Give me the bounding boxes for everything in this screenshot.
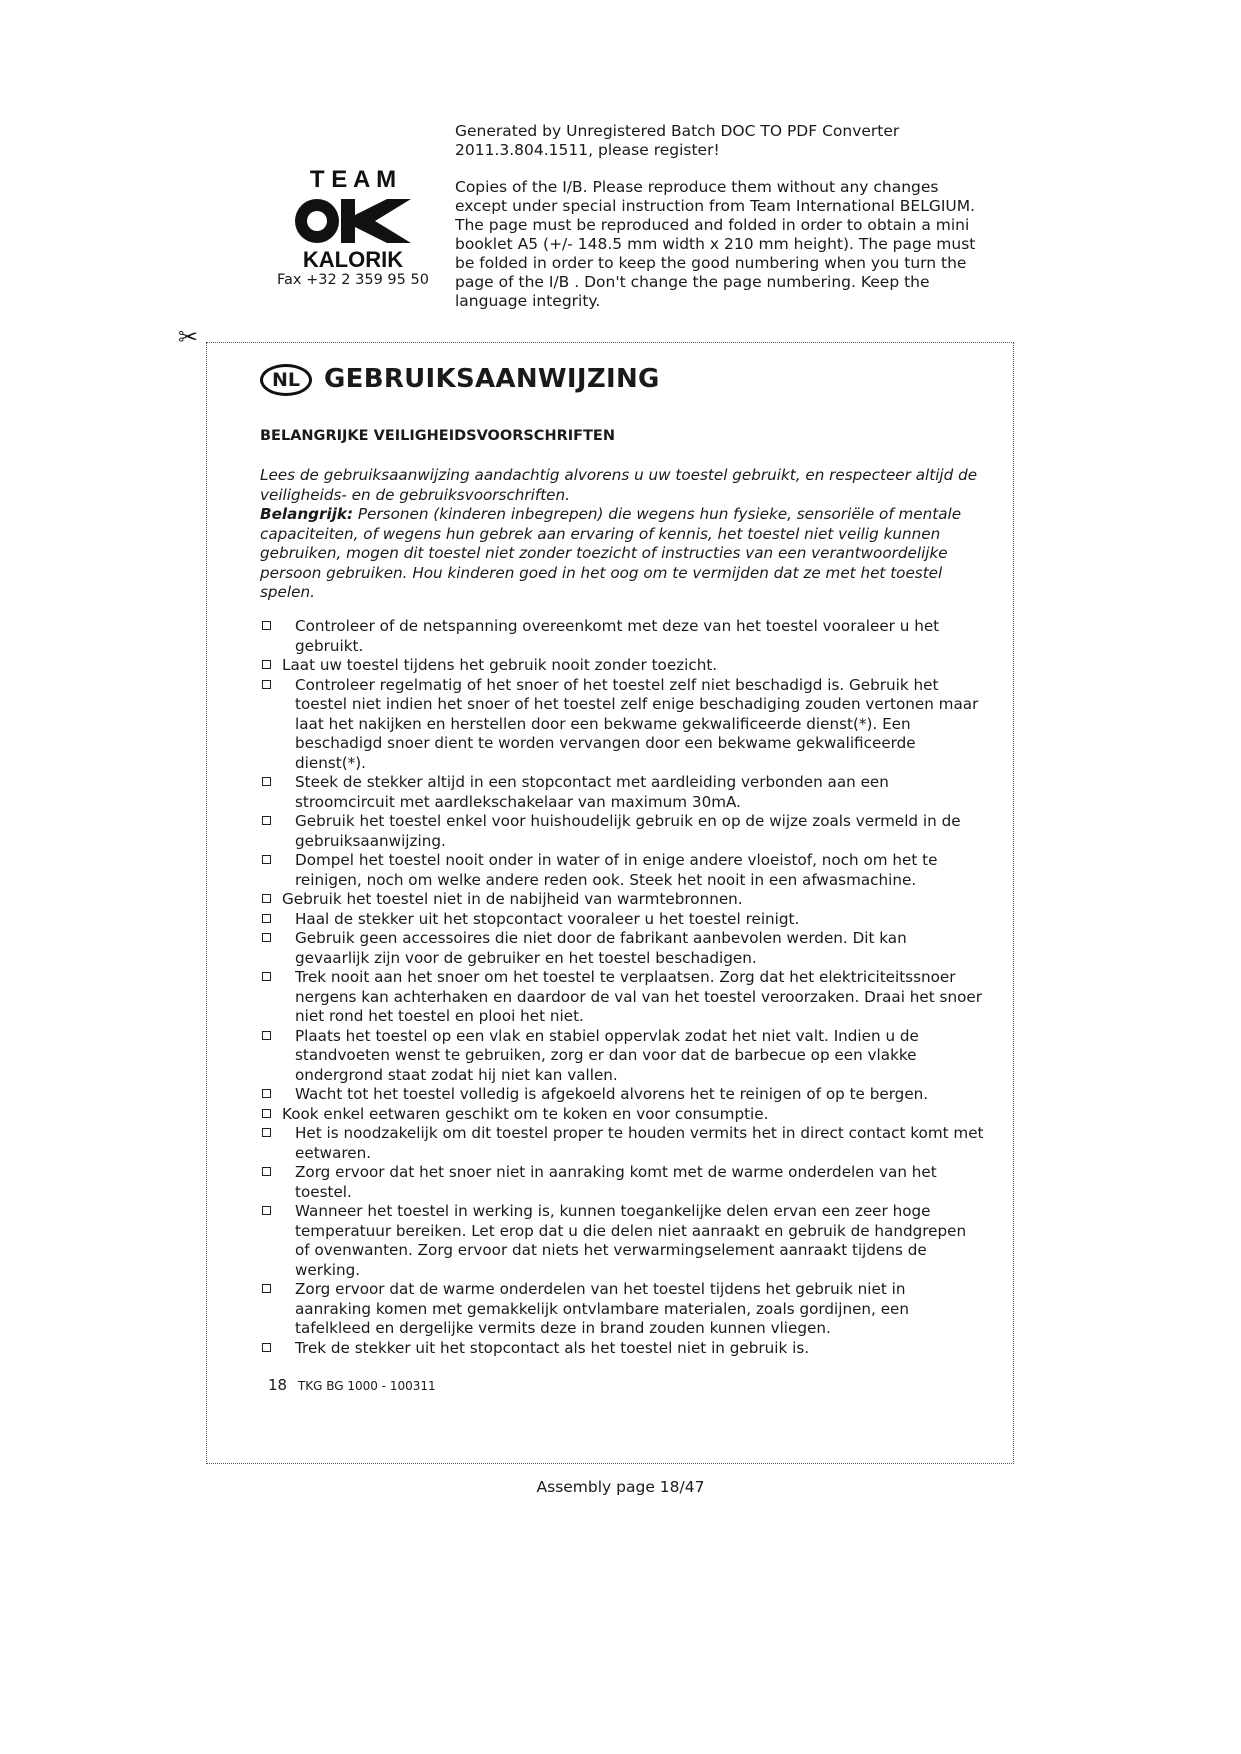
important-paragraph	[260, 505, 985, 603]
checkbox-icon	[262, 972, 271, 981]
list-item: Controleer of de netspanning overeenkomt met deze van het toestel vooraleer u het gebruikt.	[260, 617, 985, 656]
page-title: GEBRUIKSAANWIJZING	[324, 364, 660, 394]
checkbox-icon	[262, 933, 271, 942]
section-heading: BELANGRIJKE VEILIGHEIDSVOORSCHRIFTEN	[260, 428, 615, 444]
list-item: Wanneer het toestel in werking is, kunnen toegankelijke delen ervan een zeer hoge temperatuur bereiken. Let erop dat u die delen niet aanraakt en gebruik de handgrepen of ovenwanten. Zorg ervoor dat niets het verwarmingselement aanraakt tijdens de werking.	[260, 1202, 985, 1280]
important-text: Personen (kinderen inbegrepen) die wegens hun fysieke, sensoriële of mentale capaciteiten, of wegens hun gebrek aan ervaring of kennis, het toestel niet veilig kunnen gebruiken, mogen dit toestel niet zonder toezicht of instructies van een verantwoordelijke persoon gebruiken. Hou kinderen goed in het oog om te vermijden dat ze met het toestel spelen.	[260, 505, 962, 601]
fax-number: Fax +32 2 359 95 50	[277, 272, 429, 288]
list-item: Haal de stekker uit het stopcontact vooraleer u het toestel reinigt.	[260, 910, 985, 930]
list-item: Zorg ervoor dat de warme onderdelen van het toestel tijdens het gebruik niet in aanraking komen met gemakkelijk ontvlambare materialen, zoals gordijnen, een tafelkleed en dergelijke vermits deze in brand zouden kunnen vliegen.	[260, 1280, 985, 1339]
language-badge: NL	[260, 364, 312, 396]
list-item: Gebruik het toestel enkel voor huishoudelijk gebruik en op de wijze zoals vermeld in de gebruiksaanwijzing.	[260, 812, 985, 851]
checkbox-icon	[262, 1089, 271, 1098]
list-item: Trek nooit aan het snoer om het toestel te verplaatsen. Zorg dat het elektriciteitssnoer nergens kan achterhaken en daardoor de val van het toestel veroorzaken. Draai het snoer niet rond het toestel en plooi het niet.	[260, 968, 985, 1027]
checkbox-icon	[262, 660, 271, 669]
checkbox-icon	[262, 816, 271, 825]
checkbox-icon	[262, 777, 271, 786]
list-item: Steek de stekker altijd in een stopcontact met aardleiding verbonden aan een stroomcircuit met aardlekschakelaar van maximum 30mA.	[260, 773, 985, 812]
list-item: Kook enkel eetwaren geschikt om te koken en voor consumptie.	[260, 1105, 985, 1125]
list-item: Gebruik geen accessoires die niet door de fabrikant aanbevolen werden. Dit kan gevaarlijk zijn voor de gebruiker en het toestel beschadigen.	[260, 929, 985, 968]
list-item: Wacht tot het toestel volledig is afgekoeld alvorens het te reinigen of op te bergen.	[260, 1085, 985, 1105]
checkbox-icon	[262, 1284, 271, 1293]
scissors-icon: ✂	[178, 323, 199, 351]
checkbox-icon	[262, 1128, 271, 1137]
checkbox-icon	[262, 1109, 271, 1118]
list-item: Zorg ervoor dat het snoer niet in aanraking komt met de warme onderdelen van het toestel.	[260, 1163, 985, 1202]
page-number: 18	[268, 1376, 288, 1394]
checkbox-icon	[262, 894, 271, 903]
logo-top-text: T E A M	[309, 166, 397, 193]
checkbox-icon	[262, 1167, 271, 1176]
list-item: Laat uw toestel tijdens het gebruik nooit zonder toezicht.	[260, 656, 985, 676]
assembly-page-label: Assembly page 18/47	[536, 1478, 705, 1496]
list-item: Controleer regelmatig of het snoer of het toestel zelf niet beschadigd is. Gebruik het toestel niet indien het snoer of het toestel zelf enige beschadiging zouden vertonen maar laat het nakijken en herstellen door een bekwame gekwalificeerde dienst(*). Een beschadigd snoer dient te worden vervangen door een bekwame gekwalificeerde dienst(*).	[260, 676, 985, 774]
copy-instructions: Copies of the I/B. Please reproduce them without any changes except under special instruction from Team International BELGIUM. The page must be reproduced and folded in order to obtain a mini booklet A5 (+/- 148.5 mm width x 210 mm height). The page must be folded in order to keep the good numbering when you turn the page of the I/B . Don't change the page numbering. Keep the language integrity.	[455, 178, 976, 310]
safety-rules-list	[260, 617, 985, 1358]
intro-paragraph: Lees de gebruiksaanwijzing aandachtig alvorens u uw toestel gebruikt, en respecteer altijd de veiligheids- en de gebruiksvoorschriften.	[260, 466, 978, 504]
important-label: Belangrijk:	[260, 505, 354, 523]
checkbox-icon	[262, 1206, 271, 1215]
list-item: Plaats het toestel op een vlak en stabiel oppervlak zodat het niet valt. Indien u de standvoeten wenst te gebruiken, zorg er dan voor dat de barbecue op een vlakke ondergrond staat zodat hij niet kan vallen.	[260, 1027, 985, 1086]
logo-bottom-text: KALORIK	[302, 247, 404, 272]
checkbox-icon	[262, 914, 271, 923]
checkbox-icon	[262, 680, 271, 689]
checkbox-icon	[262, 855, 271, 864]
checkbox-icon	[262, 1343, 271, 1352]
intro-text	[260, 466, 985, 603]
team-kalorik-logo	[283, 165, 423, 275]
converter-notice-line: Generated by Unregistered Batch DOC TO PDF Converter 2011.3.804.1511, please register!	[455, 122, 900, 159]
list-item: Gebruik het toestel niet in de nabijheid van warmtebronnen.	[260, 890, 985, 910]
list-item: Trek de stekker uit het stopcontact als het toestel niet in gebruik is.	[260, 1339, 985, 1359]
checkbox-icon	[262, 621, 271, 630]
page-footer	[268, 1376, 436, 1394]
list-item: Dompel het toestel nooit onder in water of in enige andere vloeistof, noch om het te reinigen, noch om welke andere reden ook. Steek het nooit in een afwasmachine.	[260, 851, 985, 890]
checkbox-icon	[262, 1031, 271, 1040]
converter-notice	[455, 122, 995, 329]
list-item: Het is noodzakelijk om dit toestel proper te houden vermits het in direct contact komt met eetwaren.	[260, 1124, 985, 1163]
document-code: TKG BG 1000 - 100311	[297, 1379, 436, 1393]
